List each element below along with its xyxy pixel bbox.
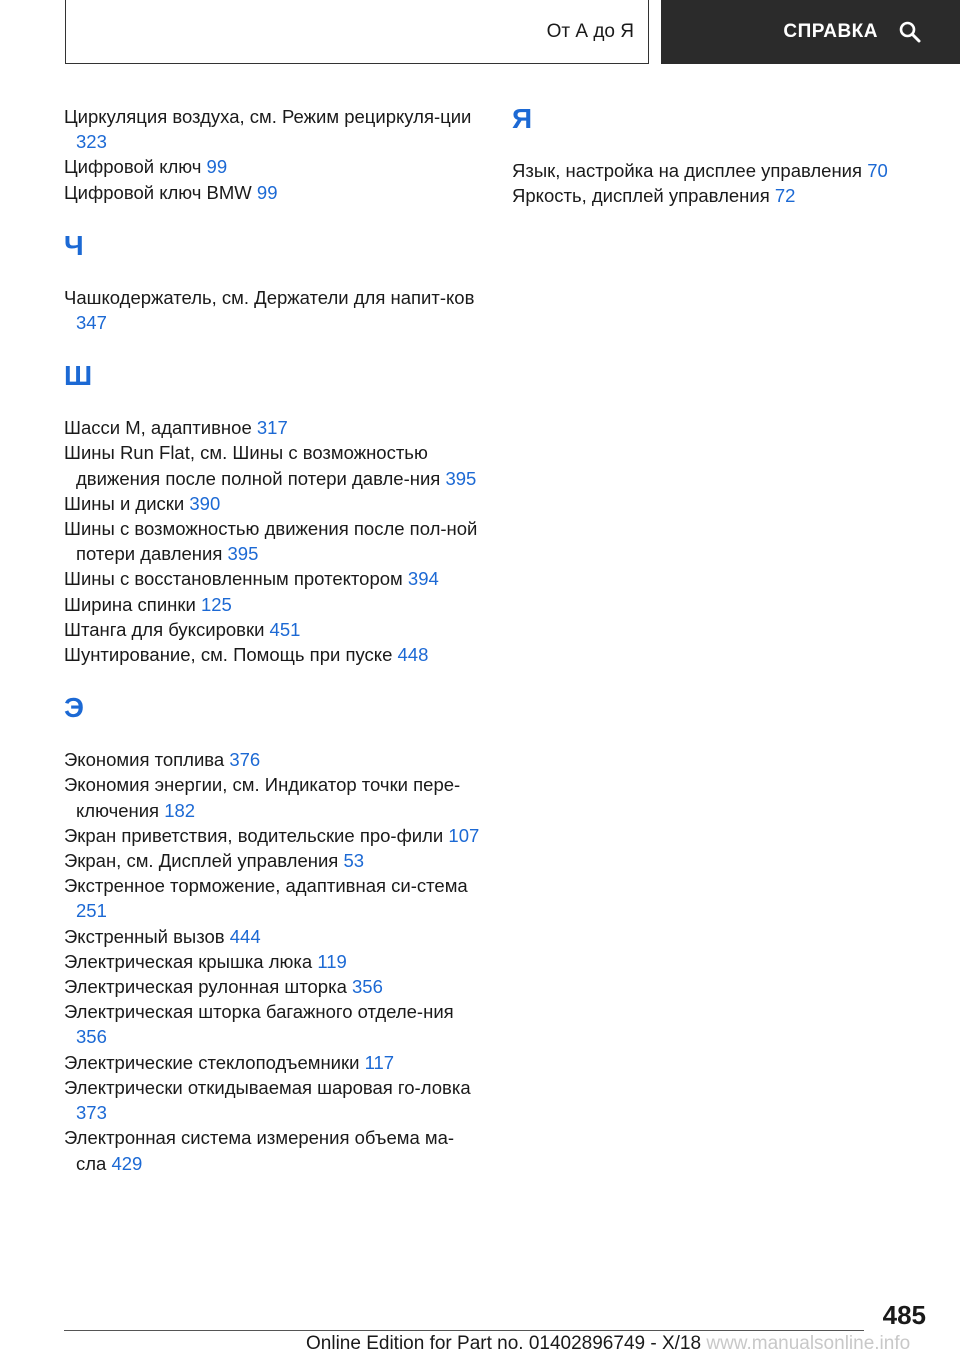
index-entry-text: Электронная система измерения объема ма-сла (64, 1127, 455, 1174)
footer (306, 1333, 910, 1355)
search-icon (898, 20, 922, 44)
page-link[interactable]: 117 (364, 1051, 395, 1073)
page-link[interactable]: 429 (111, 1152, 143, 1174)
page-link[interactable]: 119 (317, 950, 347, 972)
index-entry (64, 949, 484, 974)
page-link[interactable]: 323 (76, 131, 107, 153)
index-entry (64, 642, 484, 667)
page-link[interactable]: 356 (76, 1026, 107, 1048)
index-entry (512, 183, 932, 208)
index-entry-text: Экономия топлива (64, 749, 225, 771)
help-button[interactable] (661, 0, 960, 64)
index-entry-text: Штанга для буксировки (64, 618, 265, 640)
index-entry-text: Шунтирование, см. Помощь при пуске (64, 644, 393, 666)
page-link[interactable]: 356 (352, 976, 383, 998)
index-entry-text: Электрические стеклоподъемники (64, 1051, 360, 1073)
page-link[interactable]: 347 (76, 312, 107, 334)
index-entry (64, 415, 484, 440)
page-link[interactable]: 448 (397, 644, 429, 666)
index-entry-text: Шины и диски (64, 492, 185, 514)
index-column-left (64, 104, 484, 1176)
index-entry (64, 440, 484, 490)
footer-divider (64, 1330, 864, 1331)
index-entry (64, 104, 484, 154)
index-entry-text: Электрически откидываемая шаровая го-ловка (64, 1076, 471, 1098)
section-letter: Ш (64, 360, 93, 392)
page-link[interactable]: 394 (407, 568, 439, 590)
index-entry (64, 566, 484, 591)
index-entry (64, 772, 484, 822)
index-entry (64, 924, 484, 949)
index-entry (64, 617, 484, 642)
page-link[interactable]: 99 (256, 181, 278, 203)
index-entry-text: Электрическая рулонная шторка (64, 976, 347, 998)
index-entry-text: Шасси M, адаптивное (64, 417, 252, 439)
index-entry (64, 285, 484, 335)
index-entry-text: Экономия энергии, см. Индикатор точки пере-ключения (64, 774, 461, 821)
index-entry (64, 823, 484, 848)
index-entry (64, 974, 484, 999)
index-entry-text: Шины с восстановленным протектором (64, 568, 403, 590)
page-link[interactable]: 444 (229, 925, 261, 947)
page-link[interactable]: 395 (227, 543, 259, 565)
index-entry-text: Язык, настройка на дисплее управления (512, 160, 863, 181)
edition-text: Online Edition for Part no. 01402896749 - X/18 (306, 1333, 702, 1354)
page-link[interactable]: 251 (76, 900, 107, 922)
index-entry (64, 1050, 484, 1075)
page-number: 485 (882, 1300, 926, 1330)
page-link[interactable]: 451 (269, 618, 301, 640)
index-entry (64, 1075, 484, 1125)
help-label: СПРАВКА (783, 21, 878, 42)
index-entry-text: Экран приветствия, водительские про-фили (64, 824, 444, 846)
page-link[interactable]: 317 (256, 417, 288, 439)
section-letter: Я (512, 103, 533, 134)
page-link[interactable]: 107 (448, 824, 480, 846)
index-entry (64, 999, 484, 1049)
index-entry-text: Экран, см. Дисплей управления (64, 850, 339, 872)
page-link[interactable]: 373 (76, 1102, 107, 1124)
page-link[interactable]: 70 (867, 160, 888, 181)
tab-a-to-z[interactable] (65, 0, 649, 64)
index-entry-text: Электрическая шторка багажного отделе-ния (64, 1001, 454, 1023)
index-entry (64, 848, 484, 873)
index-entry-text: Цифровой ключ BMW (64, 181, 252, 203)
index-entry (64, 154, 484, 179)
index-entry-text: Экстренное торможение, адаптивная си-стема (64, 875, 468, 897)
index-entry (64, 1125, 484, 1175)
index-entry-text: Яркость, дисплей управления (512, 185, 770, 207)
index-entry-text: Шины Run Flat, см. Шины с возможностью движения после полной потери давле-ния (64, 442, 441, 489)
index-entry (512, 158, 932, 183)
section-letter: Ч (64, 229, 84, 261)
index-entry (64, 491, 484, 516)
page-link[interactable]: 99 (206, 156, 228, 178)
page-link[interactable]: 53 (343, 850, 365, 872)
page-link[interactable]: 125 (200, 593, 232, 615)
page-link[interactable]: 390 (189, 492, 221, 514)
watermark: www.manualsonline.info (706, 1333, 911, 1354)
index-entry-text: Чашкодержатель, см. Держатели для напит-ков (64, 286, 475, 308)
index-entry-text: Экстренный вызов (64, 925, 225, 947)
index-entry-text: Ширина спинки (64, 593, 196, 615)
page-link[interactable]: 376 (229, 749, 261, 771)
index-entry-text: Циркуляция воздуха, см. Режим рециркуля-ции (64, 106, 472, 127)
page-link[interactable]: 72 (774, 185, 796, 207)
index-entry (64, 747, 484, 772)
index-column-right (512, 104, 932, 208)
index-entry (64, 516, 484, 566)
tab-a-to-z-label: От А до Я (546, 20, 634, 42)
page-link[interactable]: 182 (164, 799, 196, 821)
index-entry-text: Шины с возможностью движения после пол-ной потери давления (64, 518, 478, 565)
index-entry (64, 592, 484, 617)
index-entry-text: Электрическая крышка люка (64, 950, 313, 972)
page-link[interactable]: 395 (445, 467, 477, 489)
index-entry (64, 180, 484, 205)
index-entry-text: Цифровой ключ (64, 156, 202, 178)
index-entry (64, 873, 484, 923)
section-letter: Э (64, 692, 84, 724)
